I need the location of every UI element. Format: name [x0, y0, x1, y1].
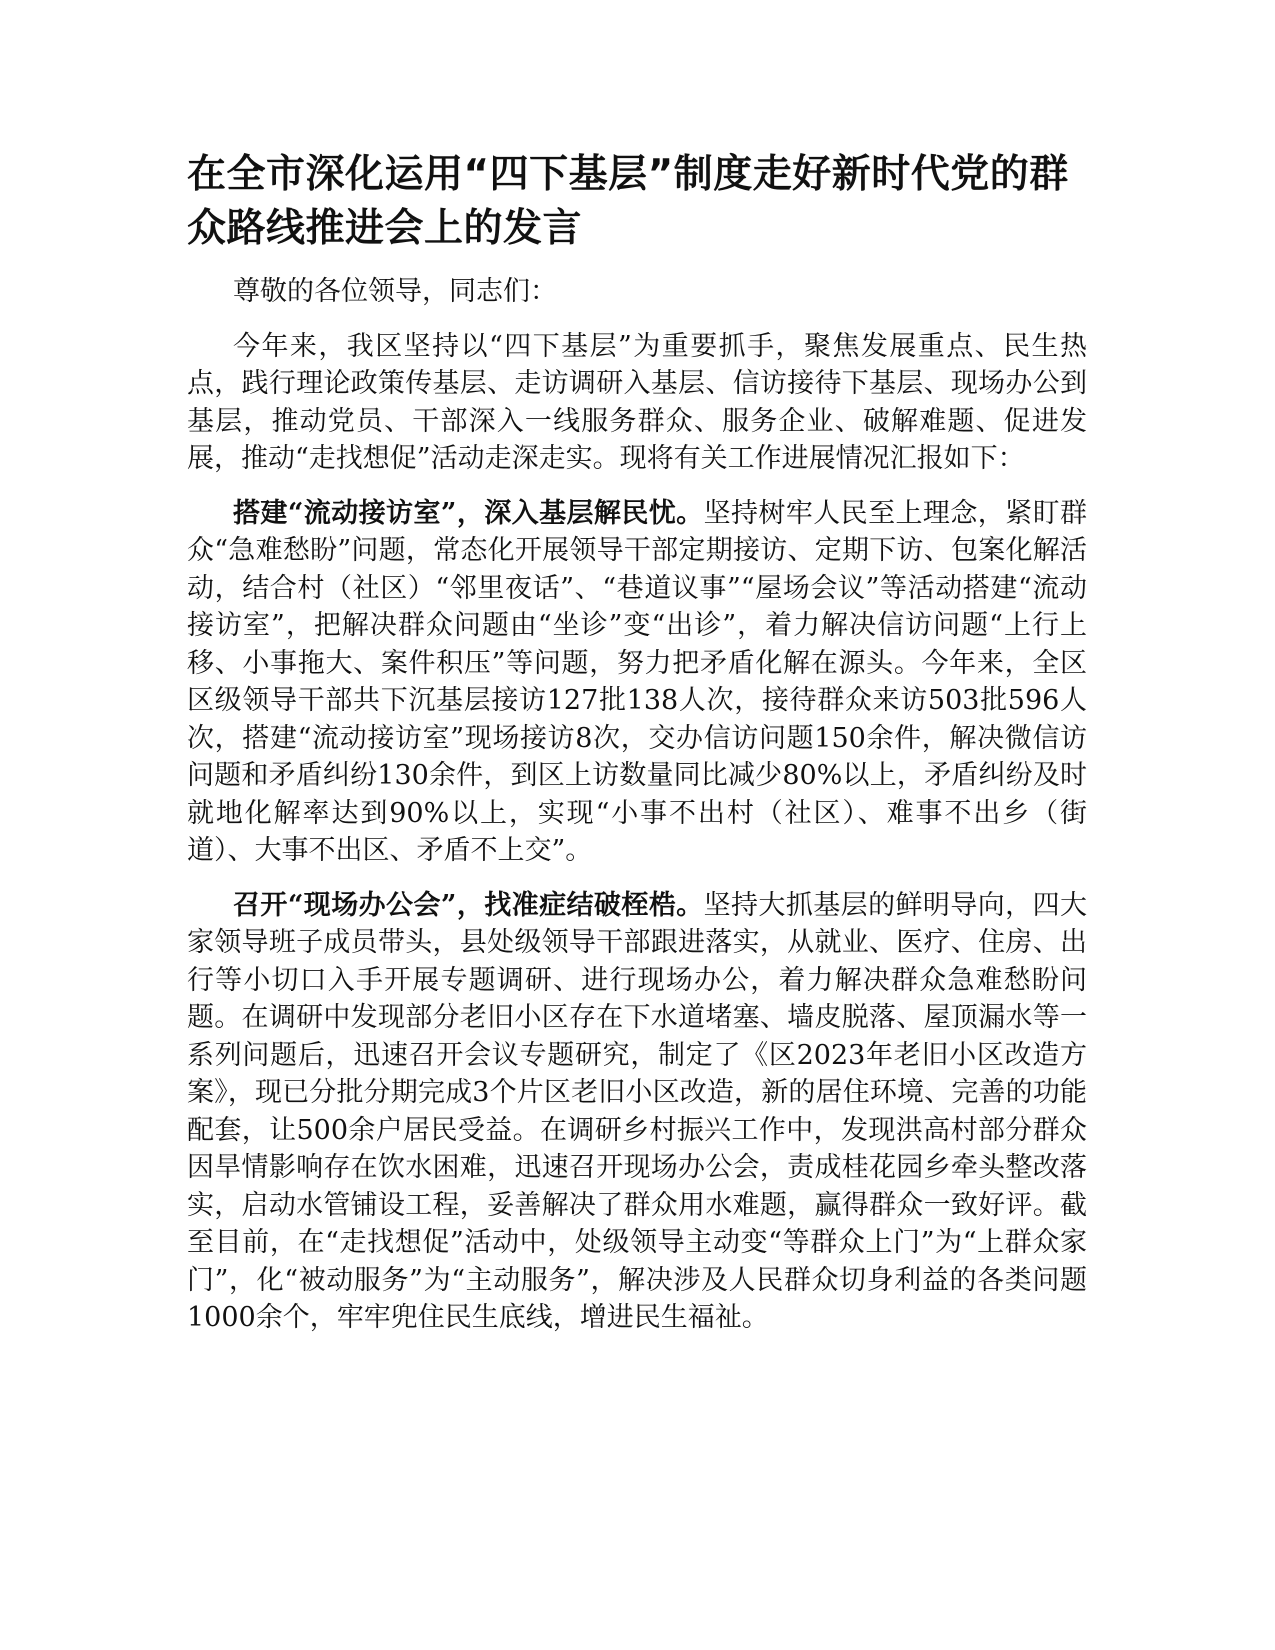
greeting: 尊敬的各位领导，同志们： — [233, 276, 557, 307]
section-paragraph-2 — [187, 887, 1087, 1337]
document-body — [187, 148, 1087, 1337]
section-text-1: 坚持树牢人民至上理念，紧盯群众“急难愁盼”问题，常态化开展领导干部定期接访、定期下访、包案化解活动，结合村（社区）“邻里夜话”、“巷道议事”“屋场会议”等活动搭建“流动接访室”，把解决群众问题由“坐诊”变“出诊”，着力解决信访问题“上行上移、小事拖大、案件积压”等问题，努力把矛盾化解在源头。今年来，全区区级领导干部共下沉基层接访127批138人次，接待群众来访503批596人次，搭建“流动接访室”现场接访8次，交办信访问题150余件，解决微信访问题和矛盾纠纷130余件，到区上访数量同比减少80%以上，矛盾纠纷及时就地化解率达到90%以上，实现“小事不出村（社区）、难事不出乡（街道）、大事不出区、矛盾不上交”。 — [187, 497, 1088, 866]
section-paragraph-1 — [187, 495, 1087, 870]
document-title: 在全市深化运用“四下基层”制度走好新时代党的群众路线推进会上的发言 — [187, 152, 1069, 251]
section-text-2: 坚持大抓基层的鲜明导向，四大家领导班子成员带头，县处级领导干部跟进落实，从就业、医疗、住房、出行等小切口入手开展专题调研、进行现场办公，着力解决群众急难愁盼问题。在调研中发现部分老旧小区存在下水道堵塞、墙皮脱落、屋顶漏水等一系列问题后，迅速召开会议专题研究，制定了《区2023年老旧小区改造方案》，现已分批分期完成3个片区老旧小区改造，新的居住环境、完善的功能配套，让500余户居民受益。在调研乡村振兴工作中，发现洪高村部分群众因旱情影响存在饮水困难，迅速召开现场办公会，责成桂花园乡牵头整改落实，启动水管铺设工程，妥善解决了群众用水难题，赢得群众一致好评。截至目前，在“走找想促”活动中，处级领导主动变“等群众上门”为“上群众家门”，化“被动服务”为“主动服务”，解决涉及人民群众切身利益的各类问题1000余个，牢牢兜住民生底线，增进民生福祉。 — [187, 889, 1088, 1333]
section-heading-2: 召开“现场办公会”，找准症结破桎梏。 — [233, 889, 704, 921]
section-heading-1: 搭建“流动接访室”，深入基层解民忧。 — [233, 497, 704, 529]
intro-paragraph: 今年来，我区坚持以“四下基层”为重要抓手，聚焦发展重点、民生热点，践行理论政策传基层、走访调研入基层、信访接待下基层、现场办公到基层，推动党员、干部深入一线服务群众、服务企业、破解难题、促进发展，推动“走找想促”活动走深走实。现将有关工作进展情况汇报如下： — [187, 330, 1087, 474]
